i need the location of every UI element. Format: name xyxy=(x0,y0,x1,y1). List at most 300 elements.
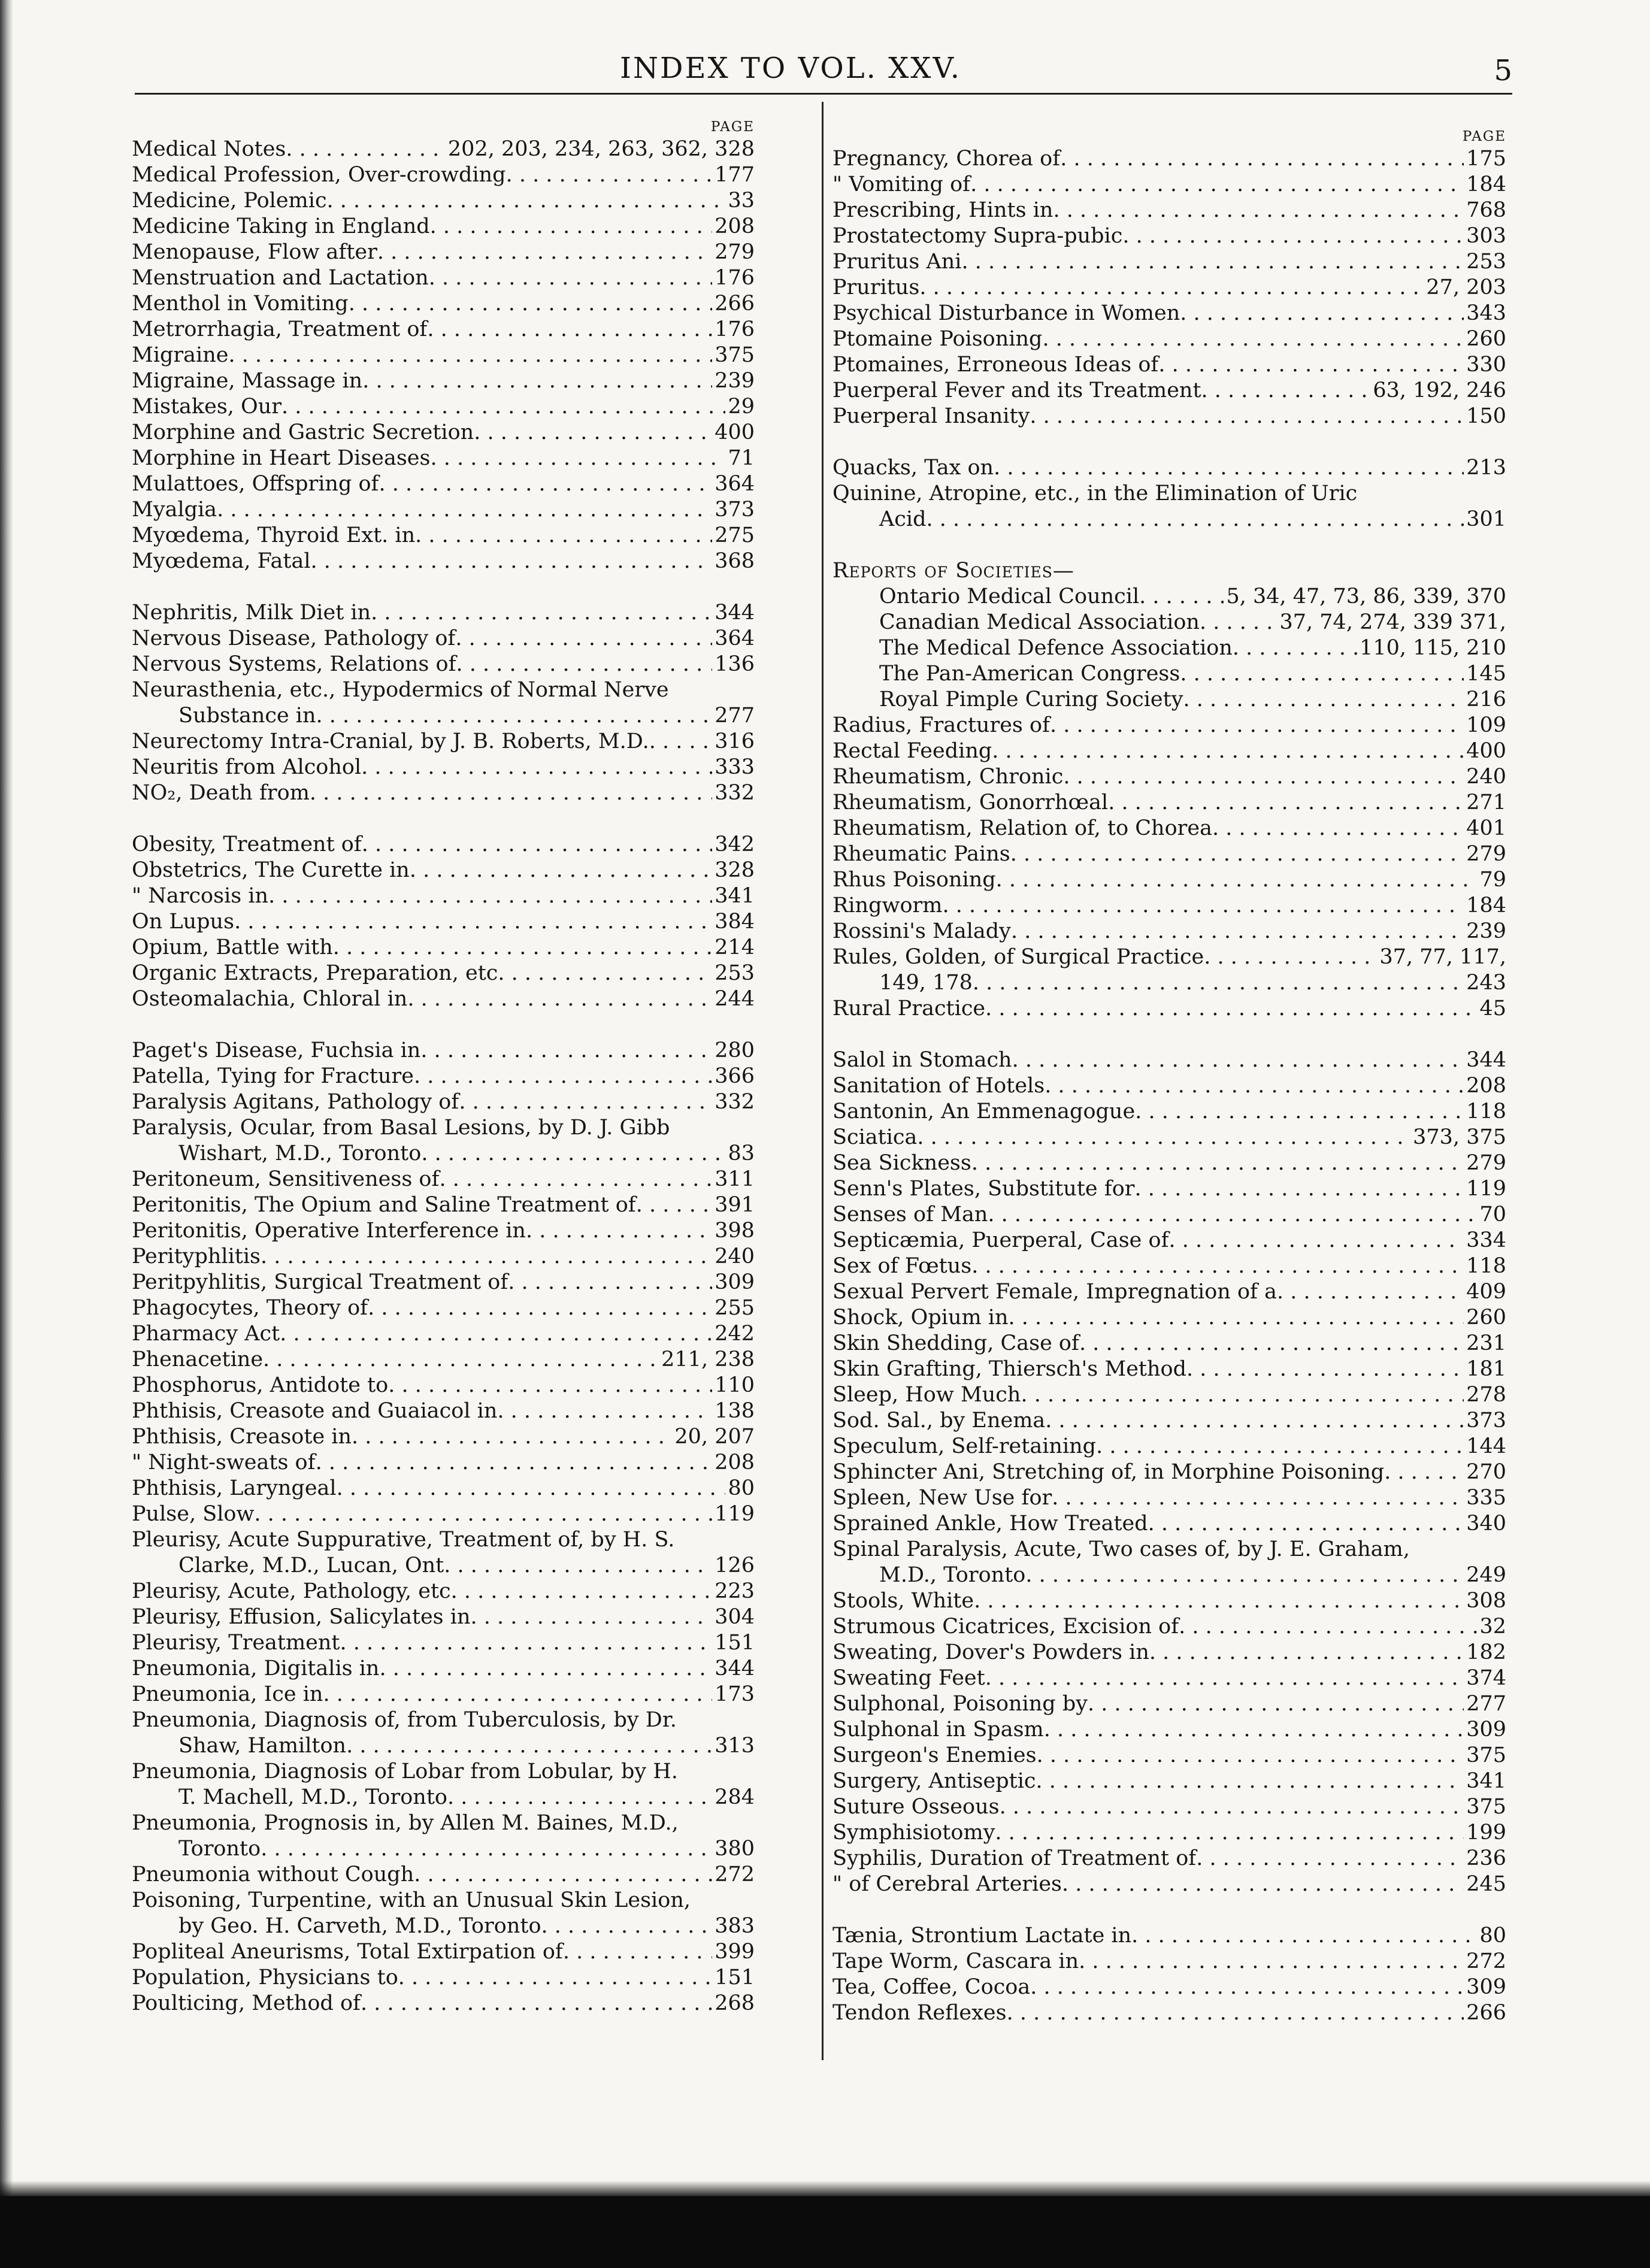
entry-page-numbers: 380 xyxy=(715,1837,755,1861)
entry-term: The Pan-American Congress xyxy=(879,662,1180,686)
entry-term: Strumous Cicatrices, Excision of xyxy=(832,1615,1179,1639)
index-entry xyxy=(132,1373,755,1398)
index-entry xyxy=(832,1150,1506,1176)
entry-term: Peritonitis, Operative Interference in xyxy=(132,1219,526,1243)
entry-term: Pruritus Ani xyxy=(832,250,962,274)
entry-term: Rules, Golden, of Surgical Practice xyxy=(832,945,1204,969)
index-entry xyxy=(832,378,1506,404)
dot-leader xyxy=(1030,1975,1464,2000)
dot-leader xyxy=(337,1476,726,1501)
index-entry xyxy=(132,1064,755,1089)
dot-leader xyxy=(410,858,712,883)
index-entry xyxy=(132,265,755,291)
entry-page-numbers: 214 xyxy=(715,935,755,959)
index-entry xyxy=(832,1563,1506,1588)
entry-term: Rheumatism, Chronic xyxy=(832,765,1064,789)
header-rule xyxy=(135,93,1512,95)
dot-leader xyxy=(439,1167,712,1192)
dot-leader xyxy=(1000,1794,1464,1820)
dot-leader xyxy=(919,275,1424,301)
entry-term: Clarke, M.D., Lucan, Ont xyxy=(178,1554,444,1577)
index-entry xyxy=(132,1604,755,1630)
dot-leader xyxy=(361,755,712,780)
dot-leader xyxy=(362,832,712,858)
index-entry xyxy=(132,909,755,935)
index-entry xyxy=(132,1965,755,1991)
entry-term: Population, Physicians to xyxy=(132,1966,398,1990)
entry-page-numbers: 27, 203 xyxy=(1426,275,1506,299)
index-entry xyxy=(832,172,1506,198)
index-entry xyxy=(832,1537,1506,1563)
entry-page-numbers: 768 xyxy=(1466,198,1506,222)
index-entry xyxy=(832,687,1506,713)
entry-term: Sea Sickness xyxy=(832,1151,971,1175)
dot-leader xyxy=(995,1820,1464,1846)
entry-page-numbers: 138 xyxy=(715,1399,755,1423)
entry-page-numbers: 80 xyxy=(1479,1924,1506,1948)
entry-page-numbers: 344 xyxy=(715,1657,755,1680)
index-entry xyxy=(132,703,755,729)
index-entry xyxy=(132,1450,755,1476)
index-entry xyxy=(132,677,755,703)
entry-term: Pharmacy Act xyxy=(132,1322,280,1346)
dot-leader xyxy=(1196,1846,1464,1872)
entry-term: Sphincter Ani, Stretching of, in Morphine Poisoning xyxy=(832,1460,1385,1484)
dot-leader xyxy=(1122,223,1464,249)
index-entry xyxy=(132,1270,755,1295)
entry-term: Rural Practice xyxy=(832,997,986,1021)
index-column-left xyxy=(132,117,755,2016)
index-entry xyxy=(832,1717,1506,1743)
dot-leader xyxy=(323,1682,712,1707)
index-entry xyxy=(832,1125,1506,1150)
entry-term: Puerperal Fever and its Treatment xyxy=(832,378,1201,402)
entry-term: Tea, Coffee, Cocoa xyxy=(832,1975,1031,1999)
entry-term: Phenacetine xyxy=(132,1348,264,1371)
index-entry xyxy=(832,507,1506,532)
dot-leader xyxy=(926,507,1464,532)
entry-term: Shaw, Hamilton xyxy=(178,1734,347,1758)
dot-leader xyxy=(377,240,712,265)
entry-term: Myalgia xyxy=(132,498,217,522)
entry-page-numbers: 71 xyxy=(728,446,755,470)
dot-leader xyxy=(1233,635,1357,661)
entry-page-numbers: 33 xyxy=(728,189,755,213)
entry-term: Peritoneum, Sensitiveness of xyxy=(132,1167,440,1191)
index-entry xyxy=(132,1347,755,1373)
index-entry xyxy=(832,1073,1506,1099)
entry-term: Canadian Medical Association xyxy=(879,610,1200,634)
entry-page-numbers: 244 xyxy=(715,987,755,1011)
index-entry xyxy=(832,867,1506,893)
letter-group-gap xyxy=(832,532,1506,558)
index-entry xyxy=(832,1820,1506,1846)
entry-term: Pulse, Slow xyxy=(132,1502,255,1526)
entry-page-numbers: 334 xyxy=(1466,1228,1506,1252)
entry-page-numbers: 260 xyxy=(1466,327,1506,351)
index-entry xyxy=(132,832,755,858)
entry-page-numbers: 401 xyxy=(1466,816,1506,840)
entry-term: Syphilis, Duration of Treatment of xyxy=(832,1846,1197,1870)
dot-leader xyxy=(427,317,712,343)
entry-page-numbers: 83 xyxy=(728,1141,755,1165)
entry-term: Stools, White xyxy=(832,1589,974,1613)
index-entry xyxy=(832,1485,1506,1511)
entry-page-numbers: 309 xyxy=(1466,1975,1506,1999)
dot-leader xyxy=(961,249,1464,275)
index-entry xyxy=(832,944,1506,970)
entry-page-numbers: 223 xyxy=(715,1579,755,1603)
index-entry xyxy=(832,275,1506,301)
dot-leader xyxy=(217,497,712,523)
entry-page-numbers: 341 xyxy=(715,884,755,908)
page-bottom-shadow xyxy=(0,2196,1650,2268)
dot-leader xyxy=(1010,841,1464,867)
index-entry xyxy=(132,1141,755,1167)
entry-page-numbers: 231 xyxy=(1466,1331,1506,1355)
entry-page-numbers: 208 xyxy=(1466,1074,1506,1098)
entry-term: Nervous Systems, Relations of xyxy=(132,652,456,676)
letter-group-gap xyxy=(832,1022,1506,1047)
entry-page-numbers: 332 xyxy=(715,1090,755,1114)
entry-term: Rheumatic Pains xyxy=(832,842,1010,866)
entry-term: Substance in xyxy=(178,704,316,728)
entry-page-numbers: 279 xyxy=(715,240,755,264)
index-entry xyxy=(832,970,1506,996)
entry-page-numbers: 340 xyxy=(1466,1512,1506,1536)
entry-page-numbers: 277 xyxy=(1466,1692,1506,1716)
index-entry xyxy=(832,198,1506,223)
entry-term: Phthisis, Creasote in xyxy=(132,1425,352,1449)
entry-term: Quacks, Tax on xyxy=(832,456,994,480)
index-entry xyxy=(832,1794,1506,1820)
entry-term: On Lupus xyxy=(132,910,235,934)
index-entry xyxy=(132,883,755,909)
index-entry xyxy=(832,326,1506,352)
entry-term: Peritonitis, The Opium and Saline Treatment of xyxy=(132,1193,636,1217)
dot-leader xyxy=(1384,1459,1464,1485)
entry-term: Myœdema, Thyroid Ext. in xyxy=(132,523,416,547)
entry-page-numbers: 176 xyxy=(715,266,755,290)
entry-page-numbers: 208 xyxy=(715,214,755,238)
index-entry xyxy=(132,1888,755,1913)
dot-leader xyxy=(459,1089,712,1115)
entry-page-numbers: 173 xyxy=(715,1682,755,1706)
entry-term: Mulattoes, Offspring of xyxy=(132,472,379,496)
dot-leader xyxy=(415,523,712,549)
dot-leader xyxy=(1179,1614,1477,1640)
entry-page-numbers: 375 xyxy=(1466,1795,1506,1819)
index-entry xyxy=(132,549,755,574)
index-entry xyxy=(132,1656,755,1682)
entry-term: Tendon Reflexes xyxy=(832,2001,1007,2025)
index-entry xyxy=(832,223,1506,249)
index-entry xyxy=(832,1846,1506,1872)
dot-leader xyxy=(1036,1769,1464,1794)
entry-page-numbers: 243 xyxy=(1466,971,1506,995)
index-entry xyxy=(832,1511,1506,1537)
dot-leader xyxy=(1053,198,1464,223)
entry-term: Pneumonia without Cough xyxy=(132,1863,414,1887)
dot-leader xyxy=(398,1965,712,1991)
entry-term: Spleen, New Use for xyxy=(832,1486,1052,1510)
index-entry xyxy=(132,1733,755,1759)
entry-term: Phthisis, Laryngeal xyxy=(132,1476,337,1500)
entry-term: Popliteal Aneurisms, Total Extirpation of xyxy=(132,1940,563,1964)
entry-term: Rheumatism, Relation of, to Chorea xyxy=(832,816,1212,840)
entry-term: Sulphonal, Poisoning by xyxy=(832,1692,1088,1716)
entry-term: Sex of Fœtus xyxy=(832,1254,972,1278)
entry-term: Pleurisy, Effusion, Salicylates in xyxy=(132,1605,471,1629)
entry-term: Morphine in Heart Diseases xyxy=(132,446,431,470)
entry-page-numbers: 119 xyxy=(715,1502,755,1526)
dot-leader xyxy=(311,549,713,574)
index-entry xyxy=(832,841,1506,867)
section-heading xyxy=(832,558,1506,584)
entry-term: Symphisiotomy xyxy=(832,1821,995,1845)
dot-leader xyxy=(971,1150,1464,1176)
entry-term: by Geo. H. Carveth, M.D., Toronto xyxy=(178,1914,541,1938)
entry-page-numbers: 208 xyxy=(715,1451,755,1474)
entry-page-numbers: 308 xyxy=(1466,1589,1506,1613)
dot-leader xyxy=(541,1913,713,1939)
entry-page-numbers: 266 xyxy=(715,292,755,316)
entry-page-numbers: 126 xyxy=(715,1554,755,1577)
index-entry xyxy=(132,935,755,961)
index-column-right xyxy=(832,127,1506,2026)
entry-term: Pneumonia, Diagnosis of, from Tuberculosis, by Dr. xyxy=(132,1708,677,1732)
index-entry xyxy=(832,1459,1506,1485)
entry-page-numbers: 309 xyxy=(715,1270,755,1294)
index-entry xyxy=(832,713,1506,738)
index-entry xyxy=(132,780,755,806)
dot-leader xyxy=(971,1253,1464,1279)
index-entry xyxy=(132,1398,755,1424)
entry-term: Pruritus xyxy=(832,275,920,299)
entry-page-numbers: 332 xyxy=(715,781,755,805)
entry-page-numbers: 151 xyxy=(715,1966,755,1990)
index-entry xyxy=(832,919,1506,944)
index-entry xyxy=(132,497,755,523)
entry-page-numbers: 63, 192, 246 xyxy=(1373,378,1506,402)
dot-leader xyxy=(280,1321,712,1347)
entry-term: Nervous Disease, Pathology of xyxy=(132,626,456,650)
entry-page-numbers: 373, 375 xyxy=(1413,1125,1506,1149)
dot-leader xyxy=(471,1604,713,1630)
dot-leader xyxy=(498,961,712,986)
dot-leader xyxy=(1183,687,1464,713)
dot-leader xyxy=(371,600,712,626)
index-entry xyxy=(832,1691,1506,1717)
dot-leader xyxy=(1009,1305,1464,1331)
dot-leader xyxy=(1025,1563,1464,1588)
entry-term: Rhus Poisoning xyxy=(832,868,996,892)
entry-page-numbers: 342 xyxy=(715,832,755,856)
entry-term: Toronto xyxy=(178,1837,261,1861)
dot-leader xyxy=(508,1270,712,1295)
index-entry xyxy=(132,1836,755,1862)
dot-leader xyxy=(1135,1176,1464,1202)
entry-page-numbers: 260 xyxy=(1466,1306,1506,1330)
dot-leader xyxy=(474,420,712,446)
dot-leader xyxy=(1079,1949,1464,1975)
index-entry xyxy=(132,343,755,368)
entry-term: Paralysis Agitans, Pathology of xyxy=(132,1090,459,1114)
dot-leader xyxy=(1096,1434,1464,1459)
entry-page-numbers: 255 xyxy=(715,1296,755,1320)
index-entry xyxy=(832,1202,1506,1228)
dot-leader xyxy=(388,1373,712,1398)
entry-term: Perityphlitis xyxy=(132,1244,261,1268)
entry-term: Senses of Man xyxy=(832,1203,988,1227)
entry-page-numbers: 284 xyxy=(715,1785,755,1809)
entry-term: Rossini's Malady xyxy=(832,919,1011,943)
entry-page-numbers: 333 xyxy=(715,755,755,779)
entry-term: 149, 178 xyxy=(879,971,973,995)
entry-term: Phagocytes, Theory of xyxy=(132,1296,368,1320)
dot-leader xyxy=(526,1218,712,1244)
dot-leader xyxy=(379,1656,712,1682)
entry-page-numbers: 119 xyxy=(1466,1177,1506,1201)
entry-term: Ptomaines, Erroneous Ideas of xyxy=(832,353,1159,377)
dot-leader xyxy=(1186,1356,1464,1382)
page-column-heading: PAGE xyxy=(1462,129,1506,144)
index-entry xyxy=(832,1614,1506,1640)
entry-page-numbers: 79 xyxy=(1479,868,1506,892)
entry-term: Puerperal Insanity xyxy=(832,404,1030,428)
entry-page-numbers: 184 xyxy=(1466,894,1506,918)
entry-page-numbers: 144 xyxy=(1466,1434,1506,1458)
entry-term: Migraine, Massage in xyxy=(132,369,363,393)
dot-leader xyxy=(1050,713,1464,738)
index-entry xyxy=(132,1038,755,1064)
dot-leader xyxy=(451,1579,713,1604)
entry-page-numbers: 70 xyxy=(1479,1203,1506,1227)
entry-page-numbers: 270 xyxy=(1466,1460,1506,1484)
left-entry-groups xyxy=(132,137,755,2016)
dot-leader xyxy=(1139,584,1224,610)
entry-page-numbers: 239 xyxy=(1466,919,1506,943)
entry-term: Metrorrhagia, Treatment of xyxy=(132,317,428,341)
entry-page-numbers: 275 xyxy=(715,523,755,547)
entry-term: Menthol in Vomiting xyxy=(132,292,349,316)
entry-term: Menopause, Flow after xyxy=(132,240,377,264)
index-entry xyxy=(832,1176,1506,1202)
entry-page-numbers: 253 xyxy=(715,961,755,985)
dot-leader xyxy=(1012,1047,1464,1073)
index-entry xyxy=(832,738,1506,764)
entry-term: Sexual Pervert Female, Impregnation of a xyxy=(832,1280,1277,1304)
entry-page-numbers: 45 xyxy=(1479,997,1506,1021)
index-entry xyxy=(132,652,755,677)
dot-leader xyxy=(430,446,725,471)
entry-term: Quinine, Atropine, etc., in the Elimination of Uric xyxy=(832,482,1358,505)
entry-page-numbers: 236 xyxy=(1466,1846,1506,1870)
entry-term: Medicine, Polemic xyxy=(132,189,327,213)
entry-term: NO₂, Death from xyxy=(132,781,310,805)
index-entry xyxy=(132,1424,755,1450)
entry-term: Sciatica xyxy=(832,1125,918,1149)
index-entry xyxy=(832,790,1506,816)
index-entry xyxy=(132,368,755,394)
letter-group-gap xyxy=(832,429,1506,455)
entry-page-numbers: 303 xyxy=(1466,224,1506,248)
entry-page-numbers: 242 xyxy=(715,1322,755,1346)
entry-page-numbers: 279 xyxy=(1466,1151,1506,1175)
index-entry xyxy=(132,1553,755,1579)
index-entry xyxy=(132,626,755,652)
index-entry xyxy=(132,961,755,986)
entry-term: Psychical Disturbance in Women xyxy=(832,301,1180,325)
entry-page-numbers: 175 xyxy=(1466,147,1506,171)
index-entry xyxy=(832,1099,1506,1125)
dot-leader xyxy=(1045,1073,1464,1099)
entry-page-numbers: 253 xyxy=(1466,250,1506,274)
entry-page-numbers: 391 xyxy=(715,1193,755,1217)
entry-page-numbers: 216 xyxy=(1466,688,1506,711)
dot-leader xyxy=(970,172,1464,198)
dot-leader xyxy=(942,893,1464,919)
index-entry xyxy=(832,352,1506,378)
dot-leader xyxy=(286,137,446,162)
entry-term: Obesity, Treatment of xyxy=(132,832,362,856)
entry-term: Phosphorus, Antidote to xyxy=(132,1373,389,1397)
entry-page-numbers: 266 xyxy=(1466,2001,1506,2025)
index-entry xyxy=(132,1218,755,1244)
dot-leader xyxy=(281,394,725,420)
dot-leader xyxy=(316,1450,713,1476)
dot-leader xyxy=(361,1991,712,2016)
entry-term: Sweating Feet xyxy=(832,1666,985,1690)
entry-page-numbers: 335 xyxy=(1466,1486,1506,1510)
entry-term: Sleep, How Much xyxy=(832,1383,1021,1407)
dot-leader xyxy=(1169,1228,1464,1253)
dot-leader xyxy=(261,1836,712,1862)
entry-term: Rheumatism, Gonorrhœal xyxy=(832,791,1109,814)
letter-group-gap xyxy=(132,1012,755,1038)
entry-page-numbers: 118 xyxy=(1466,1254,1506,1278)
entry-term: Shock, Opium in xyxy=(832,1306,1009,1330)
dot-leader xyxy=(973,970,1464,996)
index-entry xyxy=(132,137,755,162)
index-entry xyxy=(132,1476,755,1501)
entry-page-numbers: 366 xyxy=(715,1064,755,1088)
entry-page-numbers: 304 xyxy=(715,1605,755,1629)
entry-page-numbers: 245 xyxy=(1466,1872,1506,1896)
entry-term: Medicine Taking in England xyxy=(132,214,430,238)
entry-term: Pneumonia, Digitalis in xyxy=(132,1657,380,1680)
letter-group-gap xyxy=(832,1897,1506,1923)
entry-term: Ontario Medical Council xyxy=(879,585,1140,608)
index-entry xyxy=(832,1253,1506,1279)
entry-term: Myœdema, Fatal xyxy=(132,549,311,573)
entry-page-numbers: 344 xyxy=(715,601,755,625)
entry-page-numbers: 177 xyxy=(715,163,755,187)
dot-leader xyxy=(421,1141,725,1167)
entry-term: Paget's Disease, Fuchsia in xyxy=(132,1038,421,1062)
entry-page-numbers: 249 xyxy=(1466,1563,1506,1587)
index-entry xyxy=(832,1228,1506,1253)
entry-term: Pleurisy, Acute, Pathology, etc xyxy=(132,1579,451,1603)
dot-leader xyxy=(1149,1640,1464,1666)
page-column-heading: PAGE xyxy=(710,119,755,135)
entry-term: Salol in Stomach xyxy=(832,1048,1012,1072)
dot-leader xyxy=(1201,378,1371,404)
dot-leader xyxy=(414,1064,712,1089)
index-entry xyxy=(832,635,1506,661)
index-entry xyxy=(132,1527,755,1553)
entry-page-numbers: 110 xyxy=(715,1373,755,1397)
